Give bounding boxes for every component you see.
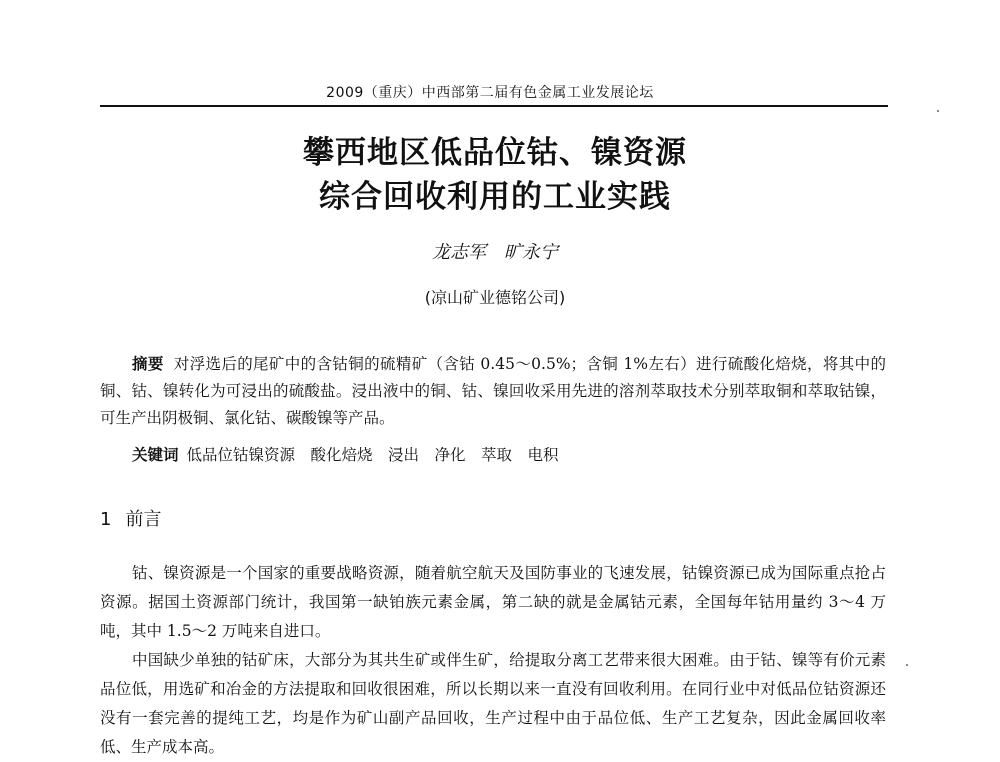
section-number: 1 (100, 509, 112, 530)
abstract-label: 摘要 (132, 354, 164, 373)
authors: 龙志军 旷永宁 (432, 242, 558, 263)
body-text (100, 559, 886, 762)
keywords (132, 441, 892, 469)
header-rule (100, 105, 888, 107)
running-header: 2009（重庆）中西部第二届有色金属工业发展论坛 (326, 85, 654, 101)
scan-speck (937, 110, 939, 112)
title-line-1: 攀西地区低品位钴、镍资源 (303, 135, 687, 171)
keywords-label: 关键词 (132, 445, 179, 464)
scan-speck (906, 664, 908, 666)
section-title: 前言 (125, 509, 162, 530)
keywords-text: 低品位钴镍资源 酸化焙烧 浸出 净化 萃取 电积 (186, 446, 559, 464)
affiliation: (凉山矿业德铭公司) (424, 288, 566, 307)
section-heading (100, 505, 161, 531)
paragraph-1: 钴、镍资源是一个国家的重要战略资源，随着航空航天及国防事业的飞速发展，钴镍资源已成为国际重点抢占资源。据国土资源部门统计，我国第一缺铂族元素金属，第二缺的就是金属钴元素，全国每年钴用量约 3～4 万吨，其中 1.5～2 万吨来自进口。 (100, 564, 886, 640)
abstract (100, 350, 886, 432)
abstract-text: 对浮选后的尾矿中的含钴铜的硫精矿（含钴 0.45～0.5%；含铜 1%左右）进行硫酸化焙烧，将其中的铜、钴、镍转化为可浸出的硫酸盐。浸出液中的铜、钴、镍回收采用先进的溶剂萃取技术分别萃取铜和萃取钴镍，可生产出阴极铜、氯化钴、碳酸镍等产品。 (100, 355, 886, 427)
title-line-2: 综合回收利用的工业实践 (319, 179, 671, 215)
paragraph-2: 中国缺少单独的钴矿床，大部分为其共生矿或伴生矿，给提取分离工艺带来很大困难。由于钴、镍等有价元素品位低，用选矿和冶金的方法提取和回收很困难，所以长期以来一直没有回收利用。在同行业中对低品位钴资源还没有一套完善的提纯工艺，均是作为矿山副产品回收，生产过程中由于品位低、生产工艺复杂，因此金属回收率低、生产成本高。 (100, 651, 886, 756)
